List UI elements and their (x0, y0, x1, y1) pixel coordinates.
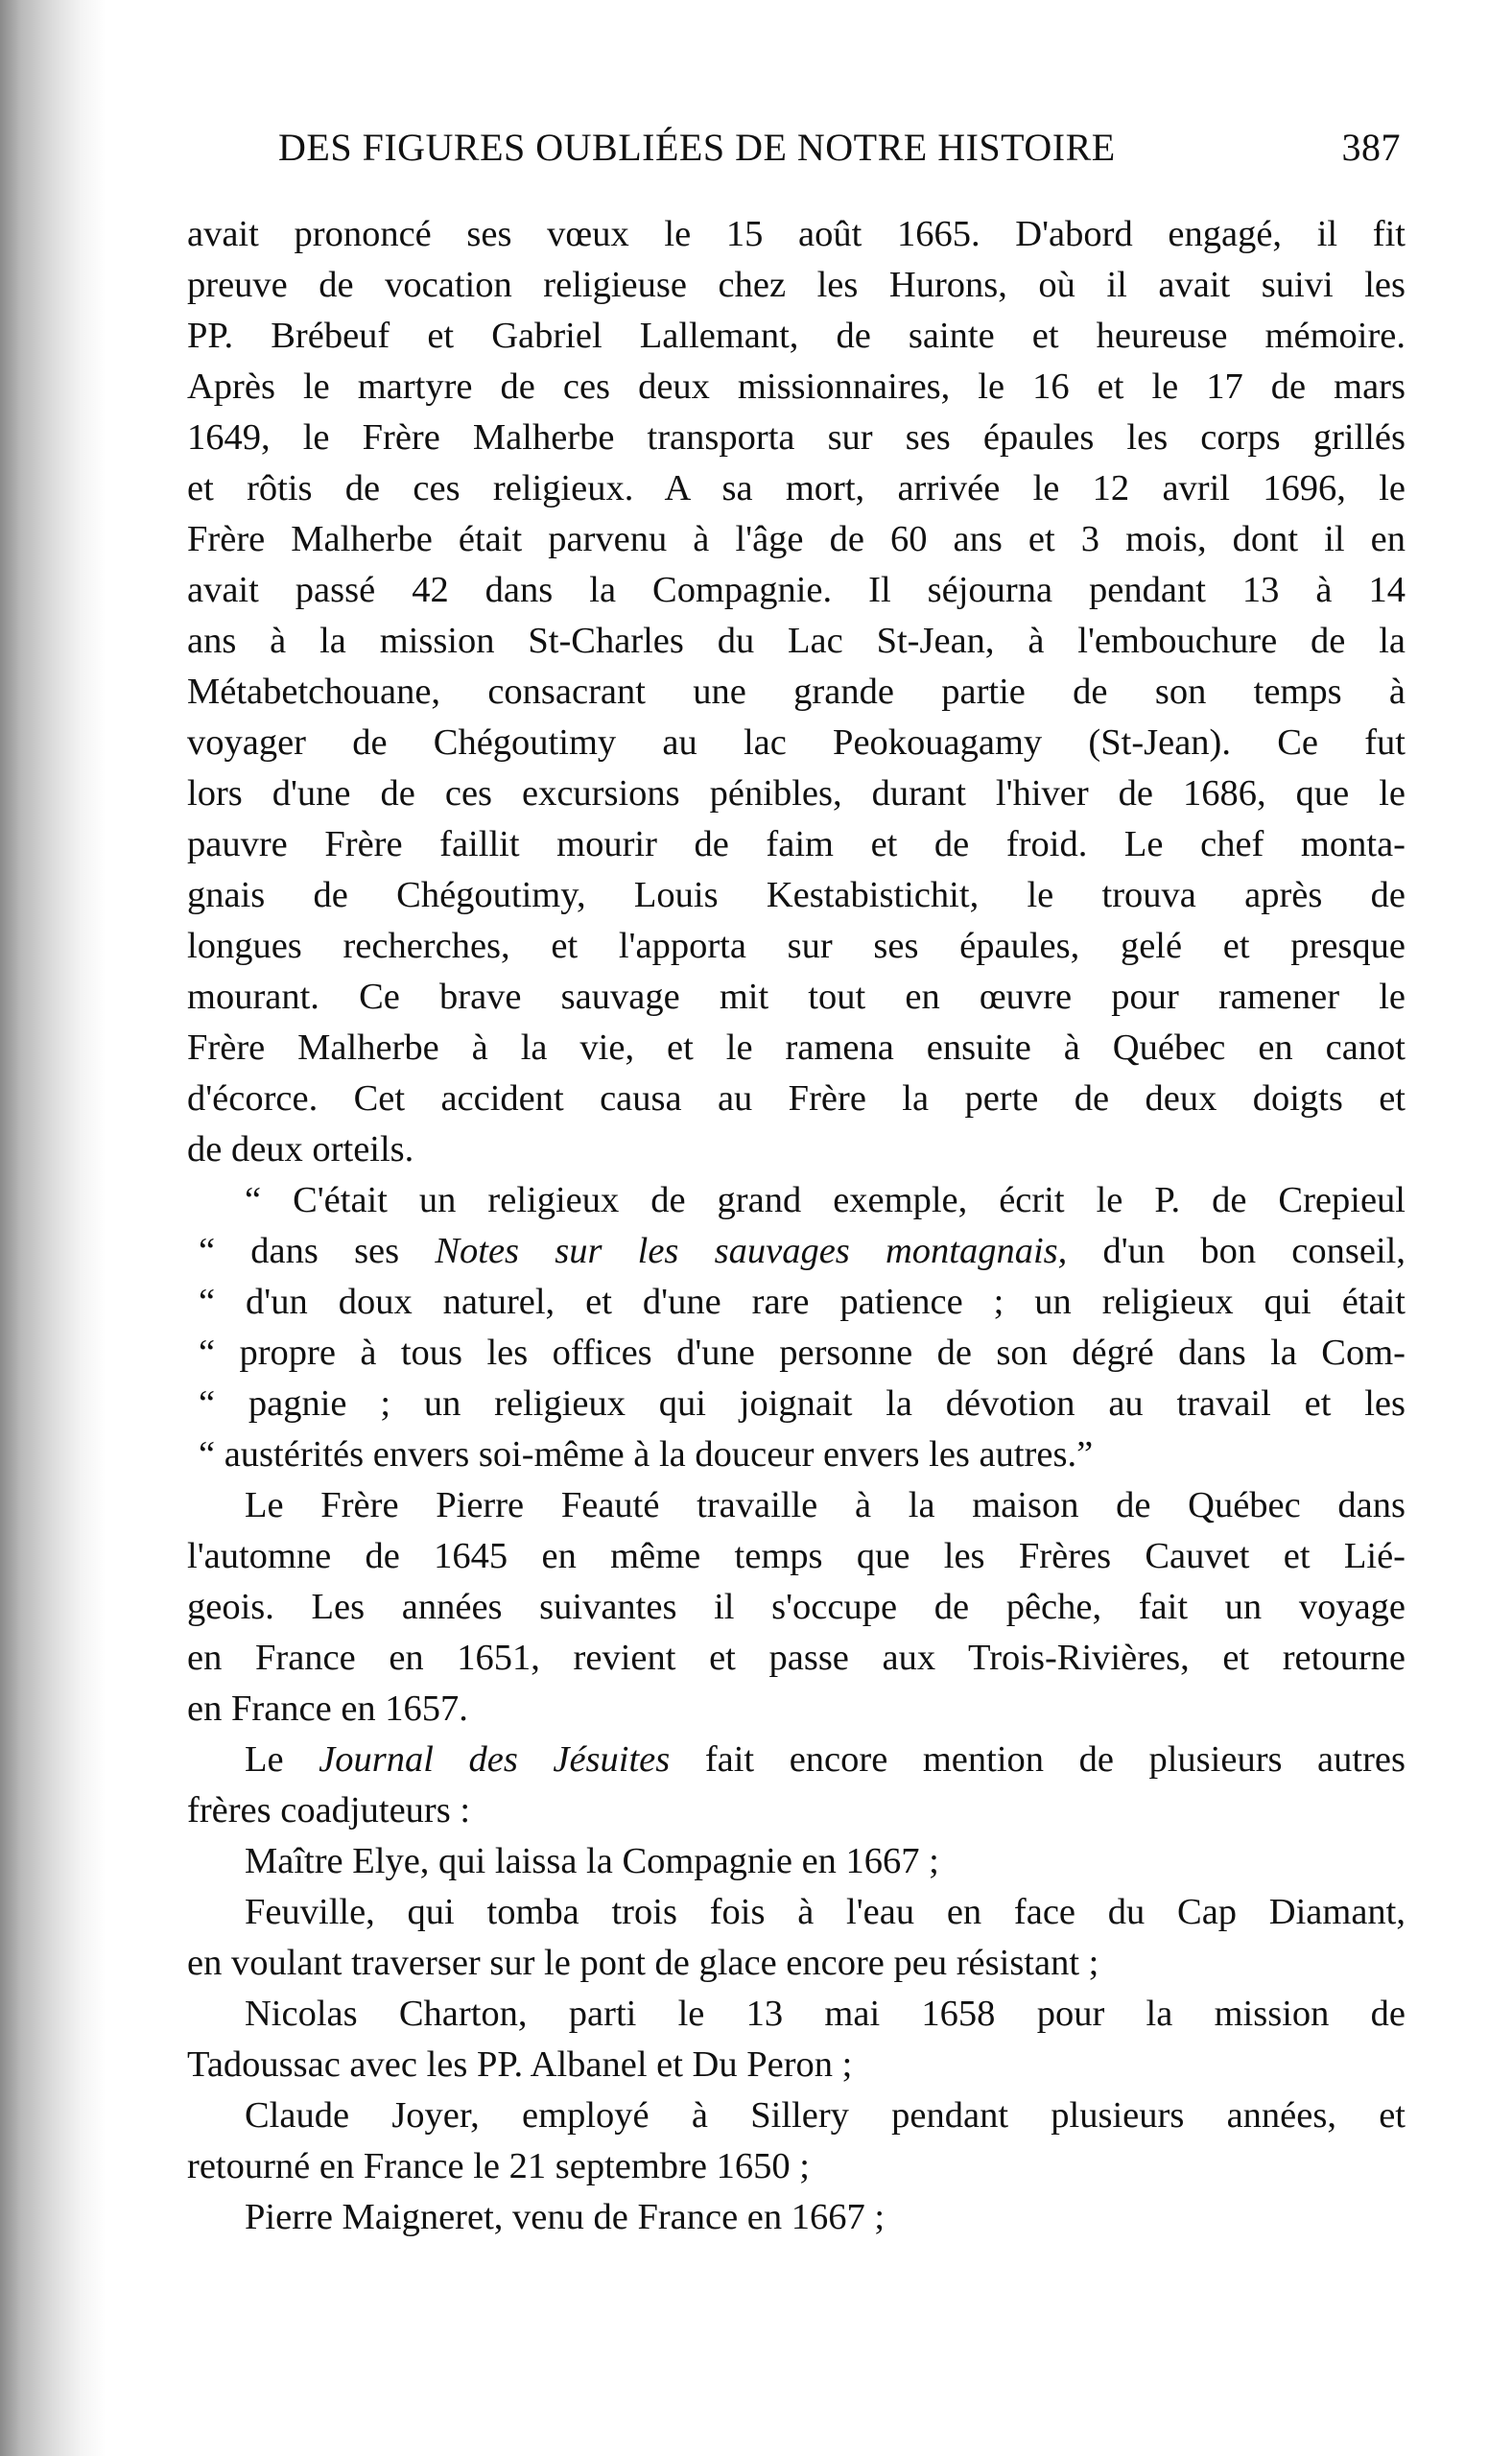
list-entry: Nicolas Charton, parti le 13 mai 1658 pour la mission de (245, 1994, 1406, 2034)
list-entry: Claude Joyer, employé à Sillery pendant plusieurs années, et (245, 2095, 1406, 2136)
binding-gutter-shadow (0, 0, 106, 2456)
text-line-with-title (187, 1735, 1406, 1785)
page-number: 387 (1341, 126, 1401, 169)
text-line: avait prononcé ses vœux le 15 août 1665. D'abord engagé, il fit (187, 214, 1406, 254)
quote-line: “ austérités envers soi-même à la douceur envers les autres.” (199, 1434, 1094, 1475)
text-line: Après le martyre de ces deux missionnaires, le 16 et le 17 de mars (187, 366, 1406, 407)
text-line: mourant. Ce brave sauvage mit tout en œuvre pour ramener le (187, 977, 1406, 1017)
text-line: en France en 1651, revient et passe aux Trois-Rivières, et retourne (187, 1638, 1406, 1678)
text-line: ans à la mission St-Charles du Lac St-Jean, à l'embouchure de la (187, 621, 1406, 661)
list-entry-continued: en voulant traverser sur le pont de glace encore peu résistant ; (187, 1943, 1099, 1983)
text-fragment: Le (245, 1739, 284, 1780)
text-line: avait passé 42 dans la Compagnie. Il séjourna pendant 13 à 14 (187, 570, 1406, 610)
text-line: en France en 1657. (187, 1688, 468, 1729)
text-line: d'écorce. Cet accident causa au Frère la perte de deux doigts et (187, 1078, 1406, 1119)
quote-line: “ pagnie ; un religieux qui joignait la dévotion au travail et les (199, 1383, 1406, 1424)
list-entry: Feuville, qui tomba trois fois à l'eau en face du Cap Diamant, (245, 1892, 1406, 1932)
text-line: Métabetchouane, consacrant une grande partie de son temps à (187, 672, 1406, 712)
text-line: frères coadjuteurs : (187, 1790, 471, 1830)
text-fragment: fait encore mention de plusieurs autres (704, 1739, 1406, 1780)
quote-line: “ propre à tous les offices d'une personne de son dégré dans la Com- (199, 1333, 1406, 1373)
list-entry: Pierre Maigneret, venu de France en 1667 ; (245, 2197, 886, 2237)
text-line: preuve de vocation religieuse chez les Hurons, où il avait suivi les (187, 265, 1406, 305)
text-line: de deux orteils. (187, 1129, 414, 1169)
quote-line: “ C'était un religieux de grand exemple, écrit le P. de Crepieul (245, 1180, 1406, 1220)
quote-text: d'un bon conseil, (1102, 1231, 1406, 1271)
text-line: longues recherches, et l'apporta sur ses épaules, gelé et presque (187, 926, 1406, 966)
quote-line-with-title (187, 1226, 1406, 1277)
running-head-title: DES FIGURES OUBLIÉES DE NOTRE HISTOIRE (278, 126, 1116, 169)
text-line: voyager de Chégoutimy au lac Peokouagamy (St-Jean). Ce fut (187, 722, 1406, 763)
text-line: et rôtis de ces religieux. A sa mort, arrivée le 12 avril 1696, le (187, 468, 1406, 508)
body-text (187, 209, 1406, 2243)
text-line: geois. Les années suivantes il s'occupe de pêche, fait un voyage (187, 1587, 1406, 1627)
text-line: pauvre Frère faillit mourir de faim et de froid. Le chef monta- (187, 824, 1406, 864)
quote-text: dans ses (250, 1231, 400, 1271)
text-line: Frère Malherbe à la vie, et le ramena ensuite à Québec en canot (187, 1027, 1406, 1068)
text-line: lors d'une de ces excursions pénibles, durant l'hiver de 1686, que le (187, 773, 1406, 814)
text-line: l'automne de 1645 en même temps que les Frères Cauvet et Lié- (187, 1536, 1406, 1576)
list-entry: Maître Elye, qui laissa la Compagnie en 1667 ; (245, 1841, 939, 1881)
book-title-notes: Notes sur les sauvages montagnais, (435, 1231, 1068, 1271)
text-line: Le Frère Pierre Feauté travaille à la maison de Québec dans (245, 1485, 1406, 1525)
quote-line: “ d'un doux naturel, et d'une rare patience ; un religieux qui était (199, 1282, 1406, 1322)
text-line: 1649, le Frère Malherbe transporta sur ses épaules les corps grillés (187, 417, 1406, 458)
running-head (278, 125, 1401, 182)
text-line: Frère Malherbe était parvenu à l'âge de 60 ans et 3 mois, dont il en (187, 519, 1406, 559)
text-line: PP. Brébeuf et Gabriel Lallemant, de sainte et heureuse mémoire. (187, 316, 1406, 356)
list-entry-continued: Tadoussac avec les PP. Albanel et Du Peron ; (187, 2044, 853, 2085)
book-title-journal: Journal des Jésuites (319, 1739, 671, 1780)
quote-mark: “ (199, 1231, 251, 1271)
text-line: gnais de Chégoutimy, Louis Kestabistichit, le trouva après de (187, 875, 1406, 915)
list-entry-continued: retourné en France le 21 septembre 1650 ; (187, 2146, 810, 2186)
